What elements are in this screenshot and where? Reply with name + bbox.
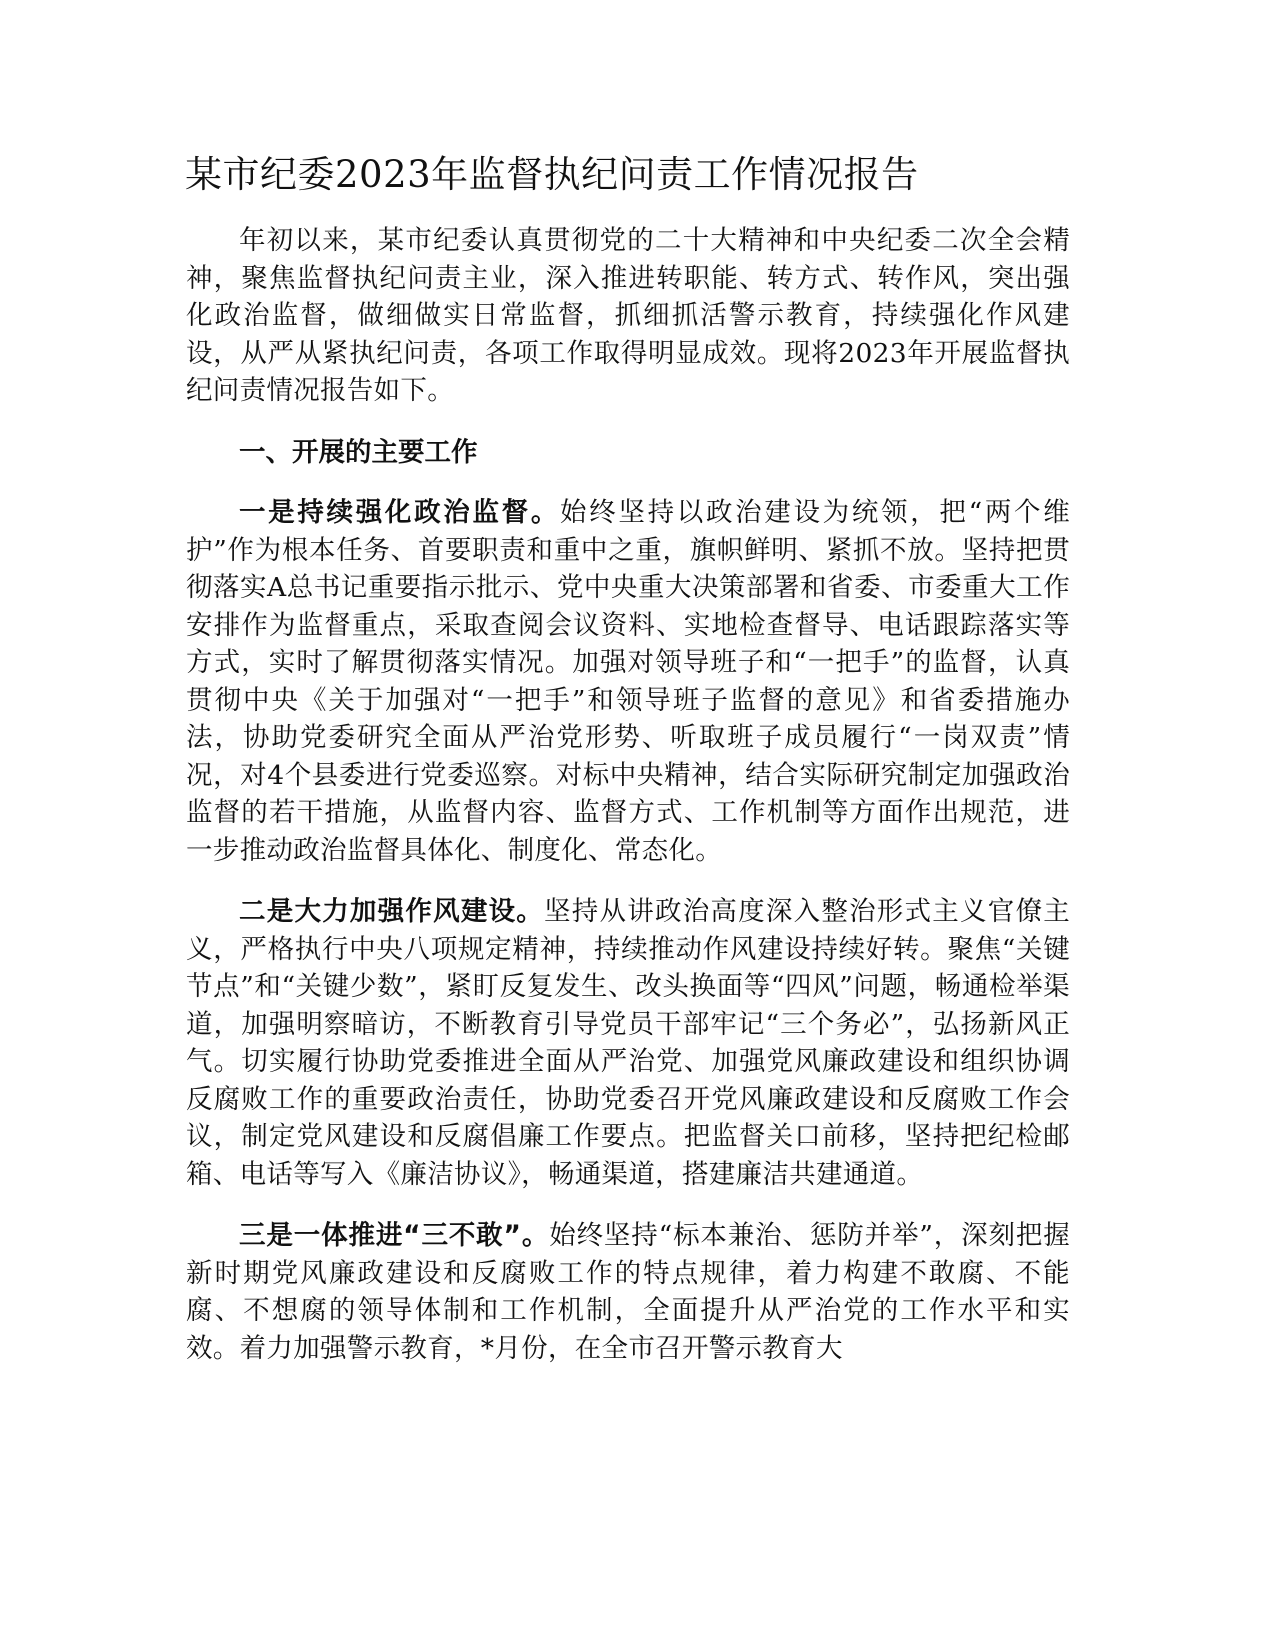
item-text-1: 始终坚持以政治建设为统领，把“两个维护”作为根本任务、首要职责和重中之重，旗帜鲜明、紧抓不放。坚持把贯彻落实A总书记重要指示批示、党中央重大决策部署和省委、市委重大工作安排作为监督重点，采取查阅会议资料、实地检查督导、电话跟踪落实等方式，实时了解贯彻落实情况。加强对领导班子和“一把手”的监督，认真贯彻中央《关于加强对“一把手”和领导班子监督的意见》和省委措施办法，协助党委研究全面从严治党形势、听取班子成员履行“一岗双责”情况，对4个县委进行党委巡察。对标中央精神，结合实际研究制定加强政治监督的若干措施，从监督内容、监督方式、工作机制等方面作出规范，进一步推动政治监督具体化、制度化、常态化。 bbox=[186, 497, 1070, 866]
item-paragraph-3 bbox=[186, 1217, 1070, 1367]
section-heading: 一、开展的主要工作 bbox=[239, 436, 478, 468]
item-text-3: 始终坚持“标本兼治、惩防并举”，深刻把握新时期党风廉政建设和反腐败工作的特点规律，着力构建不敢腐、不能腐、不想腐的领导体制和工作机制，全面提升从严治党的工作水平和实效。着力加强警示教育，*月份，在全市召开警示教育大 bbox=[186, 1220, 1070, 1364]
item-paragraph-2 bbox=[186, 893, 1070, 1193]
intro-paragraph: 年初以来，某市纪委认真贯彻党的二十大精神和中央纪委二次全会精神，聚焦监督执纪问责主业，深入推进转职能、转方式、转作风，突出强化政治监督，做细做实日常监督，抓细抓活警示教育，持续强化作风建设，从严从紧执纪问责，各项工作取得明显成效。现将2023年开展监督执纪问责情况报告如下。 bbox=[186, 225, 1070, 406]
item-text-2: 坚持从讲政治高度深入整治形式主义官僚主义，严格执行中央八项规定精神，持续推动作风建设持续好转。聚焦“关键节点”和“关键少数”，紧盯反复发生、改头换面等“四风”问题，畅通检举渠道，加强明察暗访，不断教育引导党员干部牢记“三个务必”，弘扬新风正气。切实履行协助党委推进全面从严治党、加强党风廉政建设和组织协调反腐败工作的重要政治责任，协助党委召开党风廉政建设和反腐败工作会议，制定党风建设和反腐倡廉工作要点。把监督关口前移，坚持把纪检邮箱、电话等写入《廉洁协议》，畅通渠道，搭建廉洁共建通道。 bbox=[186, 896, 1070, 1190]
item-paragraph-1 bbox=[186, 494, 1070, 869]
document-body bbox=[186, 222, 1070, 1391]
item-lead-2: 二是大力加强作风建设。 bbox=[239, 896, 545, 927]
document-title: 某市纪委2023年监督执纪问责工作情况报告 bbox=[185, 153, 919, 196]
item-lead-1: 一是持续强化政治监督。 bbox=[239, 497, 561, 528]
item-lead-3: 三是一体推进“三不敢”。 bbox=[239, 1220, 550, 1251]
